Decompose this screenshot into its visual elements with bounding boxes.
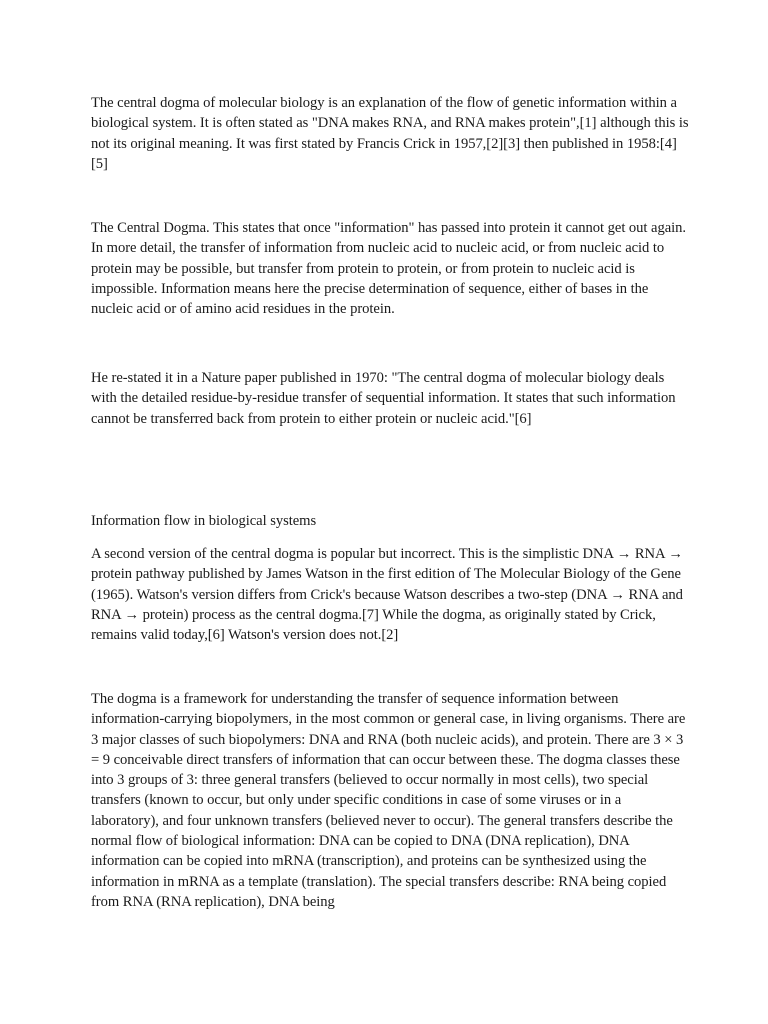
nature-restatement-paragraph: He re-stated it in a Nature paper published in 1970: "The central dogma of molecular biology deals with the detailed residue-by-residue transfer of sequential information. It states that such information cannot be transferred back from protein to either protein or nucleic acid."[6]: [91, 370, 676, 427]
intro-paragraph: The central dogma of molecular biology is an explanation of the flow of genetic information within a biological system. It is often stated as "DNA makes RNA, and RNA makes protein",[1] although this is not its original meaning. It was first stated by Francis Crick in 1957,[2][3] then published in 1958:[4][5]: [91, 95, 689, 172]
crick-quote-paragraph: The Central Dogma. This states that once "information" has passed into protein it cannot get out again. In more detail, the transfer of information from nucleic acid to nucleic acid, or from nucleic acid to protein may be possible, but transfer from protein to protein, or from protein to nucleic acid is impossible. Information means here the precise determination of sequence, either of bases in the nucleic acid or of amino acid residues in the protein.: [91, 220, 686, 318]
section-heading: Information flow in biological systems: [91, 513, 317, 529]
watson-version-paragraph: A second version of the central dogma is popular but incorrect. This is the simplistic DNA → RNA → protein pathway published by James Watson in the first edition of The Molecular Biology of the Gene (1965). Watson's version differs from Crick's because Watson describes a two-step (DNA → RNA and RNA → protein) process as the central dogma.[7] While the dogma, as originally stated by Crick, remains valid today,[6] Watson's version does not.[2]: [91, 546, 683, 644]
framework-paragraph: The dogma is a framework for understanding the transfer of sequence information between information-carrying biopolymers, in the most common or general case, in living organisms. There are 3 major classes of such biopolymers: DNA and RNA (both nucleic acids), and protein. There are 3 × 3 = 9 conceivable direct transfers of information that can occur between these. The dogma classes these into 3 groups of 3: three general transfers (believed to occur normally in most cells), two special transfers (known to occur, but only under specific conditions in case of some viruses or in a laboratory), and four unknown transfers (believed never to occur). The general transfers describe the normal flow of biological information: DNA can be copied to DNA (DNA replication), DNA information can be copied into mRNA (transcription), and proteins can be synthesized using the information in mRNA as a template (translation). The special transfers describe: RNA being copied from RNA (RNA replication), DNA being: [91, 691, 686, 910]
